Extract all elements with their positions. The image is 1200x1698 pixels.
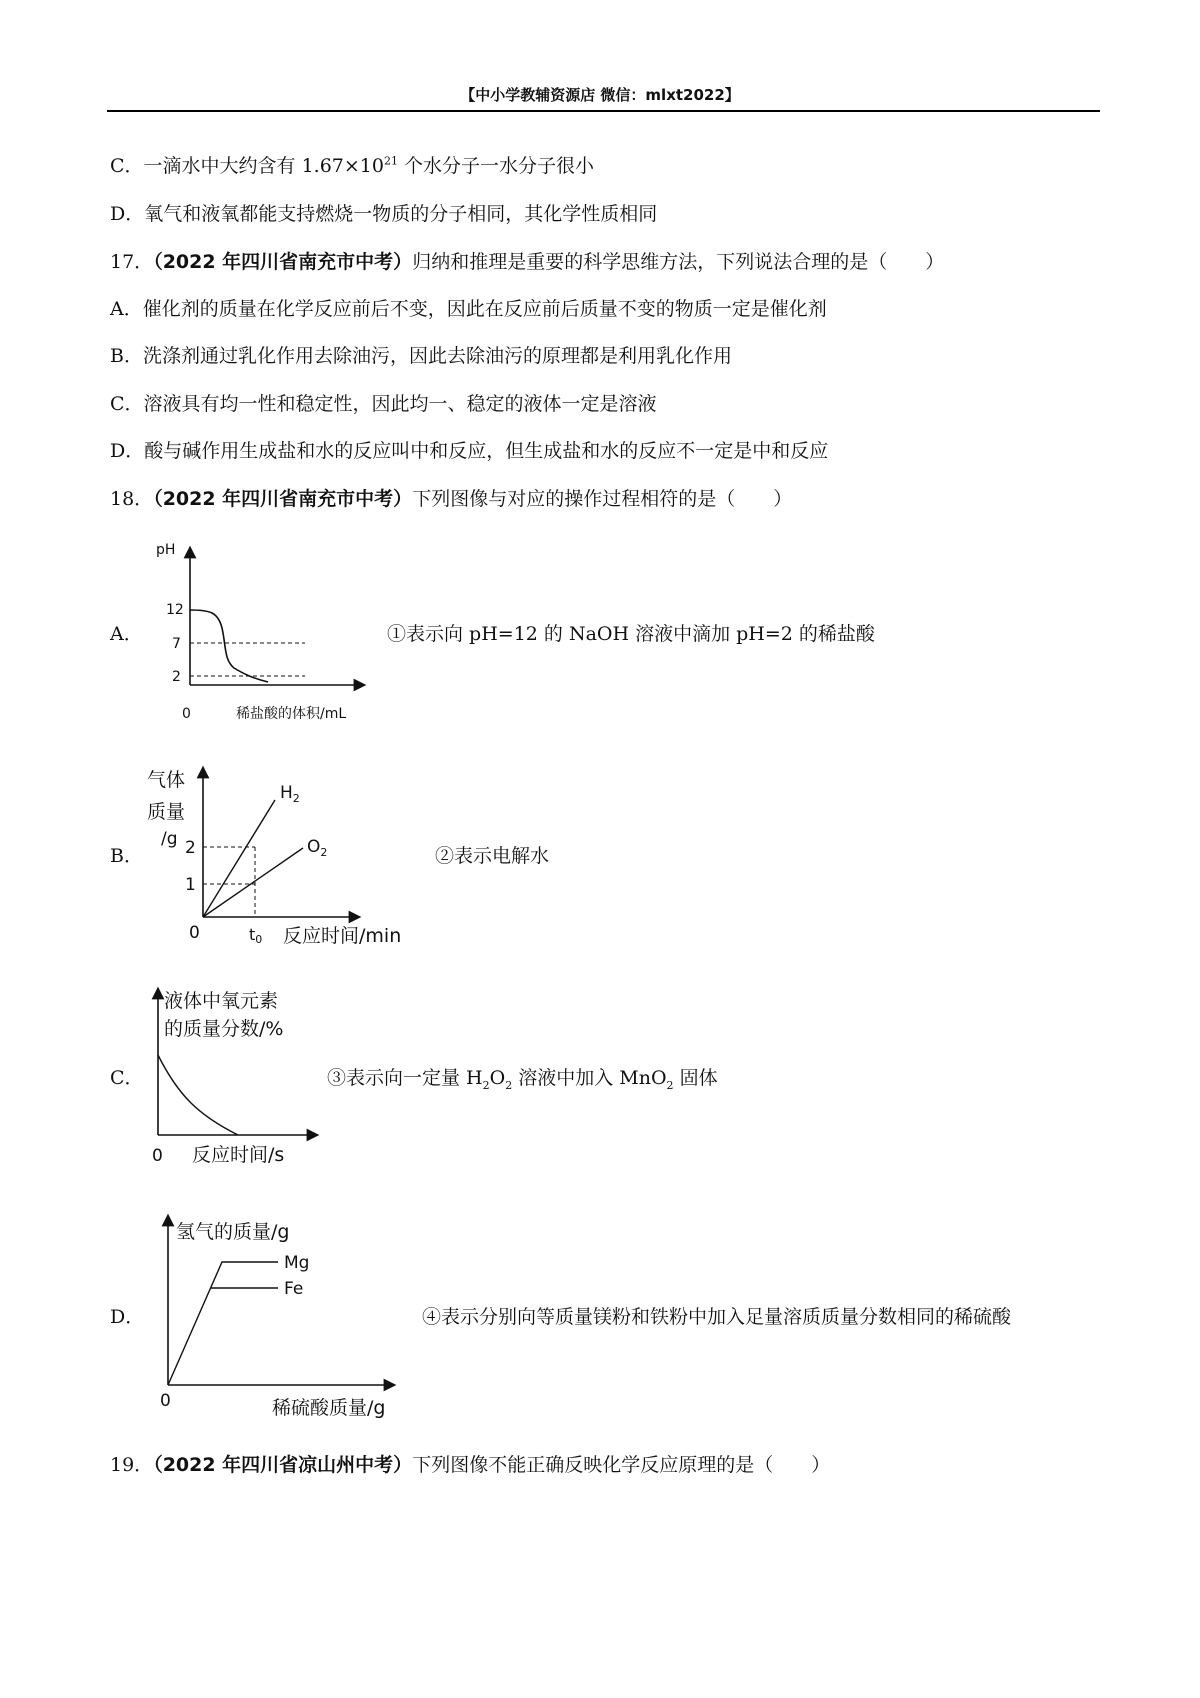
graph-b-x-label: 反应时间/min <box>283 925 402 947</box>
q16-option-d: D．氧气和液氧都能支持燃烧一物质的分子相同，其化学性质相同 <box>110 203 658 225</box>
header-rule <box>107 110 1100 112</box>
q18-option-c-label: C． <box>110 1067 144 1089</box>
graph-b-series-o2: $O_2$ <box>307 837 328 859</box>
graph-a-y-label: pH <box>156 542 176 558</box>
q18-option-d-label: D． <box>110 1306 145 1328</box>
graph-c-y-label-2: 的质量分数/% <box>164 1018 284 1040</box>
graph-b-line-h2 <box>203 800 275 917</box>
graph-c-curve <box>158 1055 238 1135</box>
graph-b-electrolysis <box>145 760 415 960</box>
q16-option-c: C．一滴水中大约含有 $1.67\times 10^{21}$ 个水分子一水分子很小 <box>110 154 595 177</box>
graph-a-tick-12: 12 <box>166 602 184 618</box>
graph-d-hydrogen-mass <box>150 1210 410 1420</box>
q18-stem: 18．（2022 年四川省南充市中考）下列图像与对应的操作过程相符的是（ ） <box>110 488 793 510</box>
graph-b-origin: 0 <box>189 923 200 943</box>
q17-stem: 17．（2022 年四川省南充市中考）归纳和推理是重要的科学思维方法，下列说法合理的是（ ） <box>110 251 945 273</box>
graph-c-oxygen-fraction <box>148 985 348 1170</box>
graph-b-line-o2 <box>203 848 303 917</box>
q18-option-a-desc: ①表示向 pH=12 的 NaOH 溶液中滴加 pH=2 的稀盐酸 <box>387 623 875 645</box>
graph-b-series-h2: $H_2$ <box>280 783 300 805</box>
graph-a-tick-7: 7 <box>172 636 181 652</box>
graph-d-x-label: 稀硫酸质量/g <box>272 1397 386 1419</box>
q18-option-c-desc: ③表示向一定量 $H_2O_2$ 溶液中加入 MnO$_2$ 固体 <box>327 1067 718 1092</box>
graph-b-tick-2: 2 <box>185 838 196 858</box>
page-header: 【中小学教辅资源店 微信：mlxt2022】 <box>460 86 740 104</box>
q18-option-d-desc: ④表示分别向等质量镁粉和铁粉中加入足量溶质质量分数相同的稀硫酸 <box>422 1306 1012 1328</box>
q18-option-b-label: B． <box>110 845 143 867</box>
graph-d-origin: 0 <box>160 1391 171 1411</box>
graph-d-line-mg <box>168 1262 278 1385</box>
graph-b-tick-1: 1 <box>185 875 196 895</box>
graph-b-y-label-3: /g <box>161 829 178 849</box>
graph-b-y-label-2: 质量 <box>147 801 186 823</box>
graph-a-curve <box>190 610 268 682</box>
graph-a-tick-2: 2 <box>172 669 181 685</box>
graph-c-y-label-1: 液体中氧元素 <box>164 990 279 1012</box>
q19-stem: 19．（2022 年四川省凉山州中考）下列图像不能正确反映化学反应原理的是（ ） <box>110 1454 831 1476</box>
graph-d-series-mg: Mg <box>284 1253 310 1273</box>
q17-option-c: C．溶液具有均一性和稳定性，因此均一、稳定的液体一定是溶液 <box>110 393 657 415</box>
q17-option-b: B．洗涤剂通过乳化作用去除油污，因此去除油污的原理都是利用乳化作用 <box>110 345 732 367</box>
graph-d-y-label: 氢气的质量/g <box>176 1221 290 1243</box>
q18-option-a-label: A． <box>110 623 143 645</box>
q17-option-d: D．酸与碱作用生成盐和水的反应叫中和反应，但生成盐和水的反应不一定是中和反应 <box>110 440 829 462</box>
graph-a-origin: 0 <box>182 706 191 722</box>
graph-d-series-fe: Fe <box>284 1279 304 1299</box>
graph-c-x-label: 反应时间/s <box>192 1144 285 1166</box>
graph-c-origin: 0 <box>152 1146 163 1166</box>
q18-option-b-desc: ②表示电解水 <box>435 845 550 867</box>
q17-option-a: A．催化剂的质量在化学反应前后不变，因此在反应前后质量不变的物质一定是催化剂 <box>110 298 827 320</box>
graph-a-ph-curve <box>150 530 370 725</box>
graph-a-x-label: 稀盐酸的体积/mL <box>236 706 347 722</box>
graph-b-x-tick-t0: t0 <box>249 925 263 946</box>
graph-b-y-label-1: 气体 <box>147 769 186 791</box>
